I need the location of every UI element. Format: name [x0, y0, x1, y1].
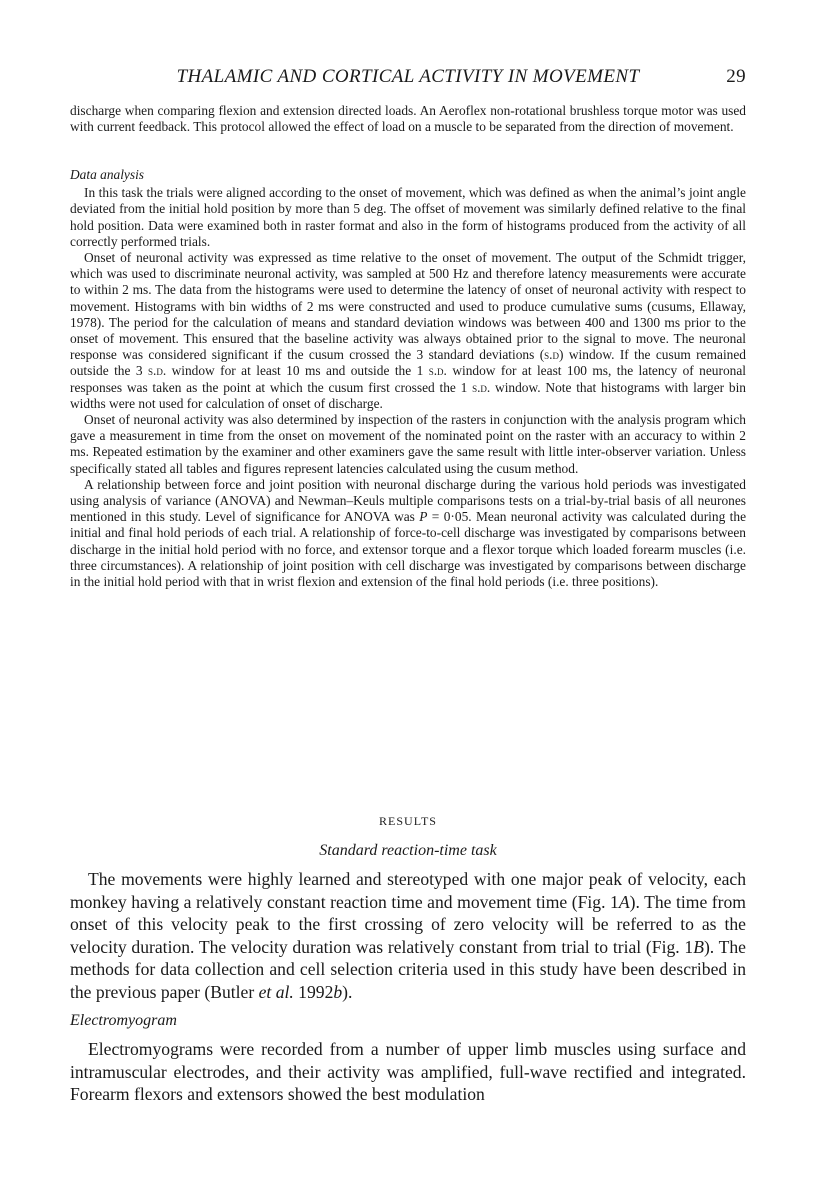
data-analysis-paragraph-2: Onset of neuronal activity was expressed as time relative to the onset of movement. The output of the Schmidt trigger, which was used to discriminate neuronal activity, was sampled at 500 Hz and therefore latency measurements were accurate to within 2 ms. The data from the histograms were used to determine the latency of onset of neuronal activity with respect to movement. Histograms with bin widths of 2 ms were constructed and used to produce cumulative sums (cusums, Ellaway, 1978). The period for the calculation of means and standard deviation windows was between 400 and 1300 ms prior to the onset of movement. This ensured that the baseline activity was always obtained prior to the signal to move. The neuronal response was considered significant if the cusum crossed the 3 standard deviations (s.d) window. If the cusum remained outside the 3 s.d. window for at least 10 ms and outside the 1 s.d. window for at least 100 ms, the latency of neuronal responses was taken as the point at which the cusum first crossed the 1 s.d. window. Note that histograms with larger bin widths were not used for calculation of onset of discharge. [70, 250, 747, 411]
results-paragraph-1: The movements were highly learned and stereotyped with one major peak of velocity, each monkey having a relatively constant reaction time and movement time (Fig. 1A). The time from onset of this velocity peak to the first crossing of zero velocity will be referred to as the velocity duration. The velocity duration was relatively constant from trial to trial (Fig. 1B). The methods for data collection and cell selection criteria used in this study have been described in the previous paper (Butler et al. 1992b). [70, 869, 746, 1002]
sd-abbrev: s.d [544, 347, 560, 363]
running-title: THALAMIC AND CORTICAL ACTIVITY IN MOVEMENT [176, 66, 640, 87]
page-number: 29 [726, 66, 746, 87]
results-section [70, 868, 746, 1003]
running-header [70, 66, 746, 90]
electromyogram-section [70, 1038, 746, 1106]
data-analysis-paragraph-4: A relationship between force and joint position with neuronal discharge during the various hold periods was investigated using analysis of variance (ANOVA) and Newman–Keuls multiple comparisons tests on a trial-by-trial basis of all neurones mentioned in this study. Level of significance for ANOVA was P = 0·05. Mean neuronal activity was calculated during the initial and final hold periods of each trial. A relationship of force-to-cell discharge was investigated by comparisons between discharge in the initial hold period with no force, and extensor torque and a flexor torque which loaded forearm muscles (i.e. three circumstances). A relationship of joint position with cell discharge was investigated by comparisons between discharge in the initial hold period with that in wrist flexion and extension of the final hold periods (i.e. three positions). [70, 476, 747, 590]
data-analysis-paragraph-3: Onset of neuronal activity was also determined by inspection of the rasters in conjunction with the analysis program which gave a measurement in time from the onset on movement of the nominated point on the raster with an accuracy to within 2 ms. Repeated estimation by the examiner and other examiners gave the same result with little inter-observer variation. Unless specifically stated all tables and figures represent latencies calculated using the cusum method. [70, 412, 746, 476]
data-analysis-paragraph-1: In this task the trials were aligned according to the onset of movement, which was defined as when the animal’s joint angle deviated from the initial hold position by more than 5 deg. The offset of movement was similarly defined relative to the final hold position. Data were examined both in raster format and also in the form of histograms produced from the activity of all correctly performed trials. [70, 185, 746, 249]
p-value-symbol: P [419, 509, 428, 525]
intro-block [70, 103, 746, 135]
sd-abbrev: s.d. [147, 363, 167, 379]
sd-abbrev: s.d. [428, 363, 447, 379]
results-subheading: Standard reaction-time task [319, 842, 497, 859]
electromyogram-heading: Electromyogram [70, 1012, 177, 1029]
data-analysis-heading: Data analysis [70, 167, 145, 182]
data-analysis-section [70, 167, 746, 590]
intro-paragraph: discharge when comparing flexion and extension directed loads. An Aeroflex non-rotational brushless torque motor was used with current feedback. This protocol allowed the effect of load on a muscle to be separated from the direction of movement. [70, 103, 746, 135]
sd-abbrev: s.d. [472, 379, 491, 395]
results-heading: RESULTS [379, 814, 437, 828]
electromyogram-paragraph-1: Electromyograms were recorded from a number of upper limb muscles using surface and intramuscular electrodes, and their activity was amplified, full-wave rectified and integrated. Forearm flexors and extensors showed the best modulation [70, 1039, 746, 1104]
